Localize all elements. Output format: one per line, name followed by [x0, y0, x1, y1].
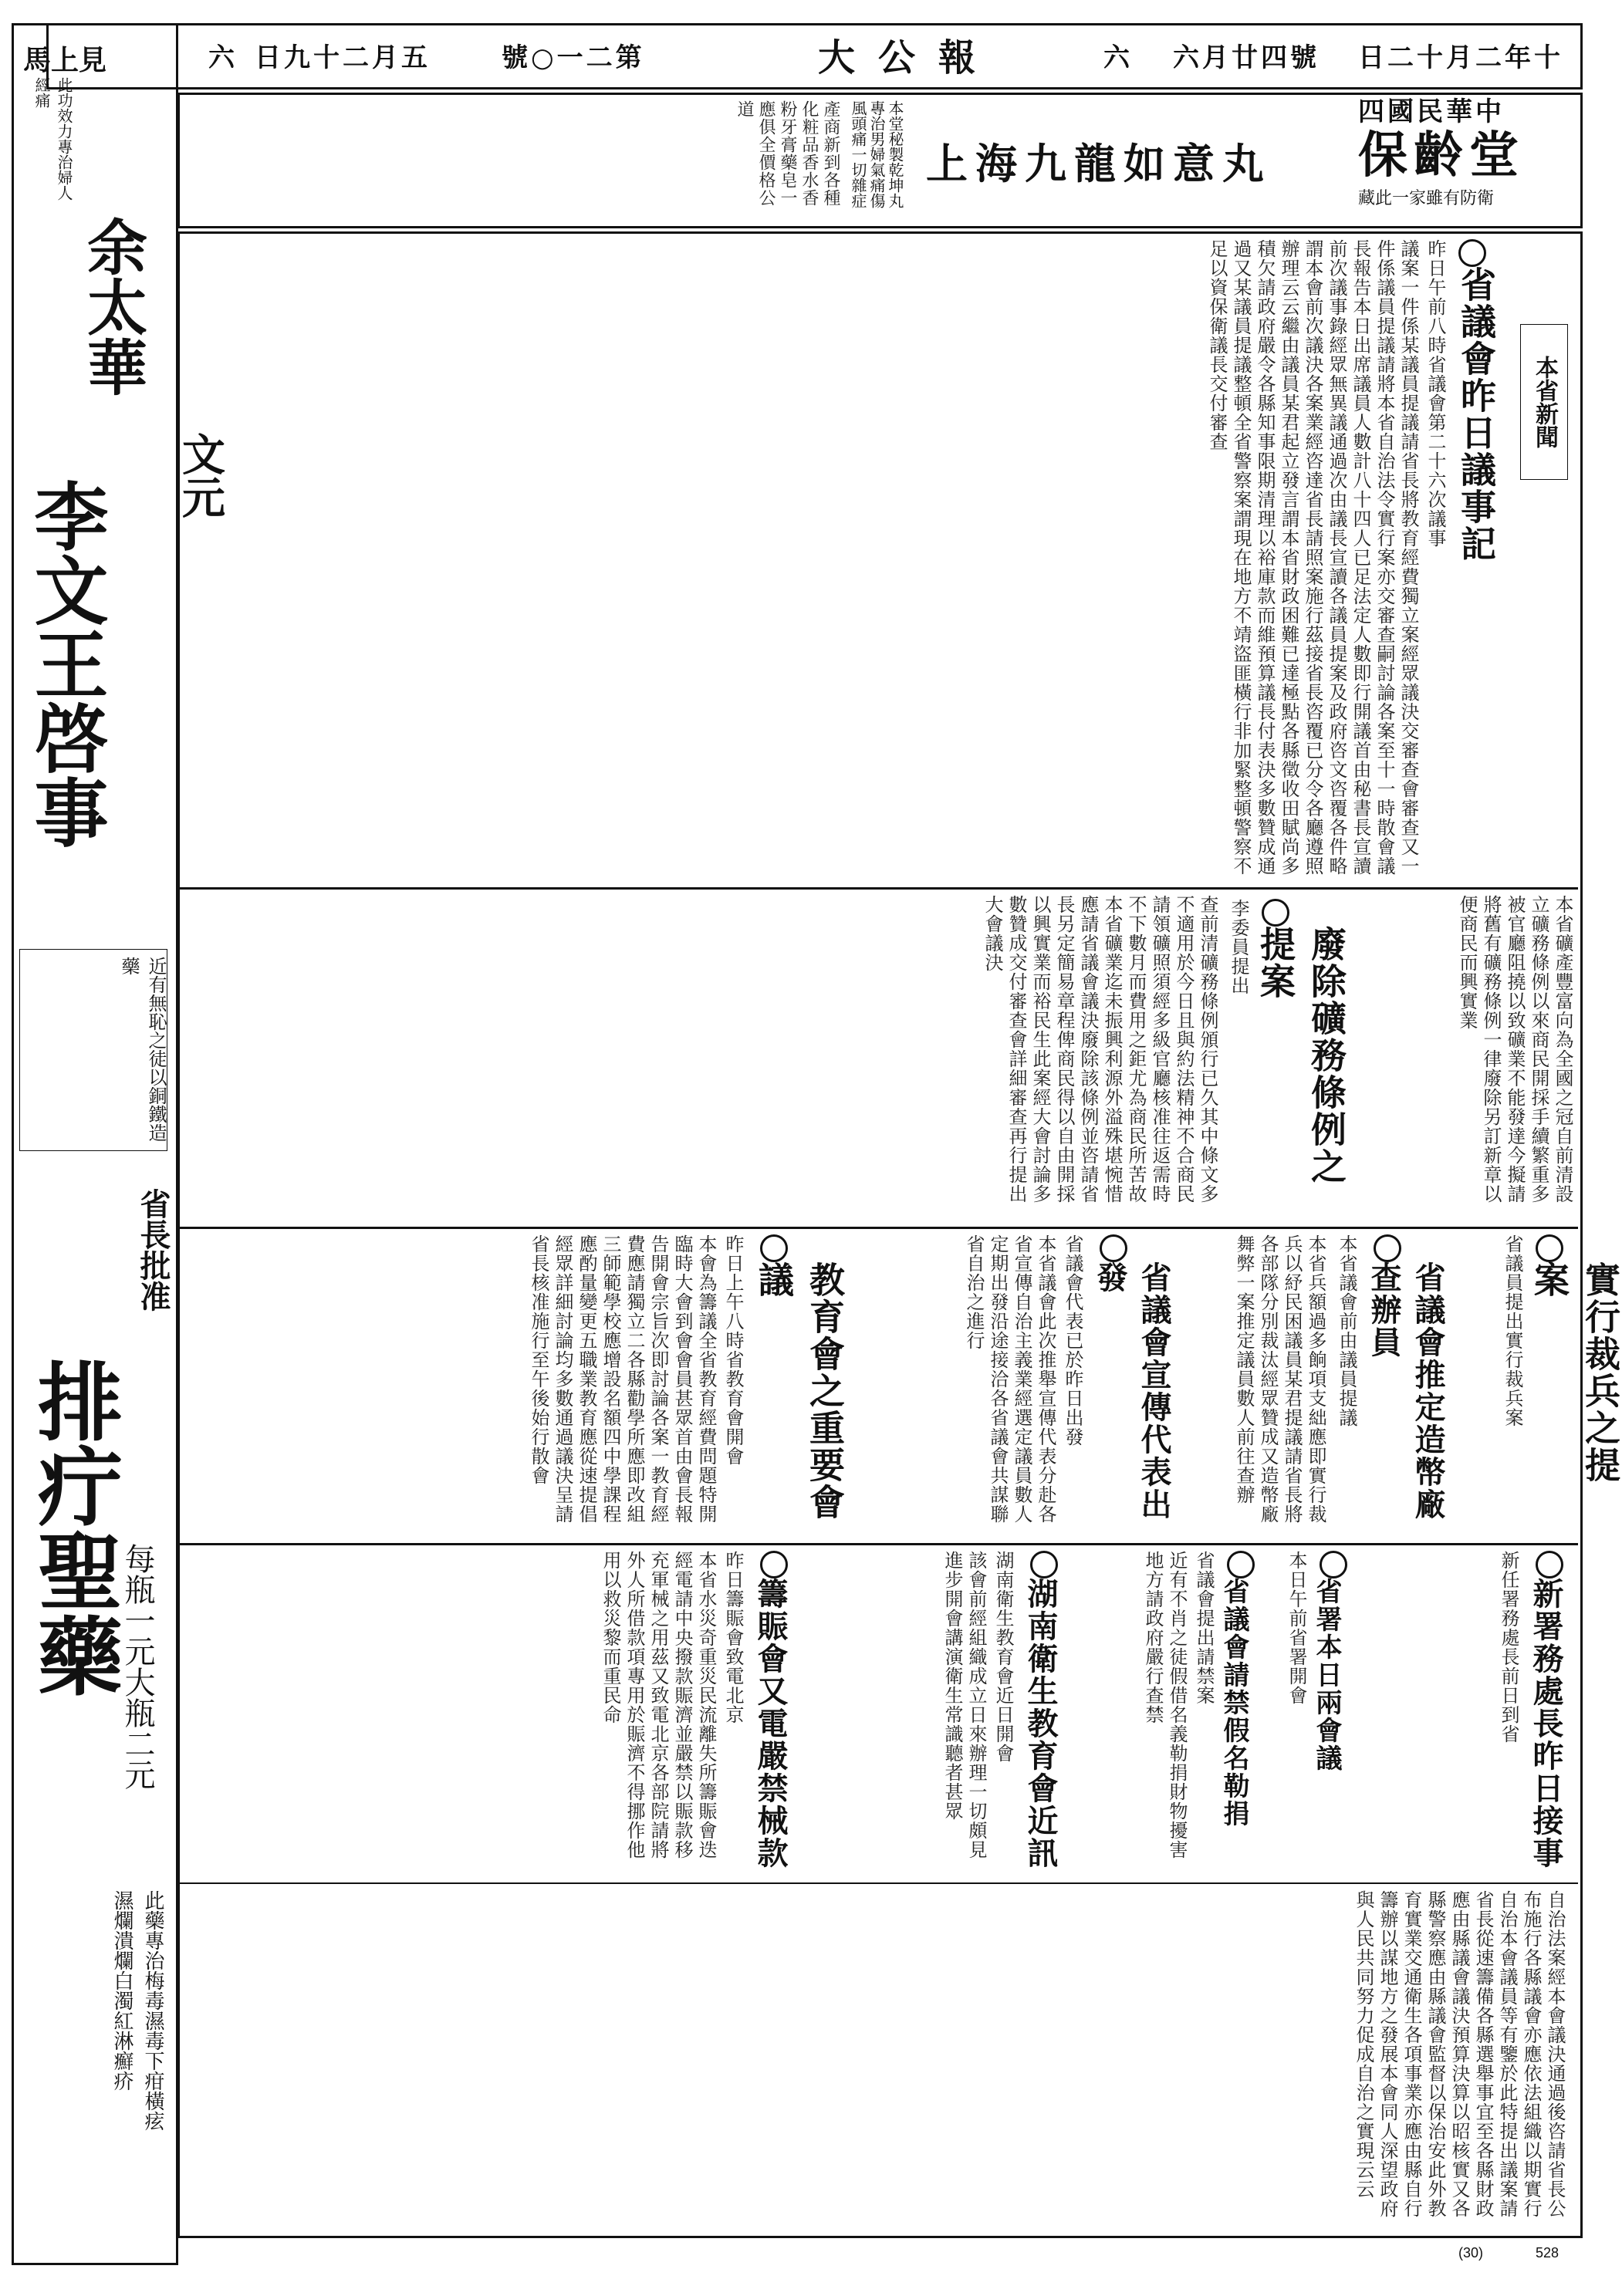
article-2-body: 查前清礦務條例頒行已久其中條文多不適用於今日且與約法精神不合商民請領礦照須經多級官廳核准往返需時不下數月而費用之鉅尤為商民所苦故本省礦業迄未振興利源外溢殊堪惋惜應請省議會議決廢除該條例並咨請省長另定簡易章程俾商民得以自由開採以興實業而裕民生此案經大會討論多數贊成交付審查會詳細審查再行提出大會議決: [982, 895, 1218, 1204]
left-ad-approval: 省長批准: [135, 1188, 171, 1312]
article-4-lead: 本省議會前由議員提議: [1336, 1234, 1357, 1427]
left-ad-notice-text: 近有無恥之徒以銅鐵造藥: [118, 957, 167, 1142]
article-7-marker-icon: [1030, 1551, 1058, 1582]
ad-tagline: 藏此一家雖有防衛: [1358, 189, 1495, 208]
ad-left-text: 產商新到各種化粧品香水香粉牙膏藥皂一應俱全價格公道: [735, 100, 840, 207]
masthead-right-date: 日二十月二年十四國民華中: [1358, 42, 1563, 127]
left-ad-header-sub: 此功效力專治婦人經痛: [32, 77, 73, 201]
article-6-title: 教育會之重要會議: [753, 1261, 846, 1521]
article-10-title: 省署本日兩會議: [1311, 1578, 1342, 1772]
local-news-label: 本省新聞: [1520, 324, 1568, 480]
masthead-left-date: 日九十二月五: [255, 42, 431, 73]
article-6-marker-icon: [760, 1234, 788, 1265]
masthead-date-line: 六月廿四號: [1173, 42, 1320, 73]
article-3-lead: 省議員提出實行裁兵案: [1502, 1234, 1523, 1427]
article-7-body: 該會前經組織成立日來辦理一切頗見進步開會講演衛生常識聽者甚眾: [941, 1551, 987, 1859]
article-3-4-body: 本省兵額過多餉項支絀應即實行裁兵以紓民困議員某君提議請省長將各部隊分別裁汰經眾贊成又造幣廠舞弊一案推定議員數人前往查辦: [1233, 1234, 1326, 1524]
article-5-marker-icon: [1100, 1234, 1127, 1265]
row-divider-4: [177, 1882, 1578, 1884]
ad-item: 上海九龍如意丸: [926, 139, 1272, 188]
article-9-marker-icon: [1536, 1551, 1563, 1582]
article-2-body-right: 本省礦產豐富向為全國之冠自前清設立礦務條例以來商民開採手續繁重多被官廳阻撓以致礦業不能發達今擬請將舊有礦務條例一律廢除另訂新章以便商民而興實業: [1456, 895, 1573, 1204]
row-divider-1: [177, 887, 1578, 890]
article-9-title: 新署務處長昨日接事: [1528, 1578, 1564, 1869]
left-ad-header: 馬上見: [23, 44, 107, 76]
article-2-marker-icon: [1262, 899, 1289, 930]
row-divider-3: [177, 1543, 1578, 1545]
ad-note: 本堂秘製乾坤丸專治男婦氣痛傷風頭痛一切雜症: [849, 100, 904, 208]
left-ad-price: 每瓶一元大瓶二元: [120, 1543, 155, 1790]
masthead-prefix: 六: [208, 42, 238, 73]
article-1-marker-icon: [1458, 239, 1486, 270]
article-11-title: 省議會請禁假名勒捐: [1218, 1578, 1249, 1828]
left-ad-bottom-sub: 濕爛潰爛白濁紅淋癬疥: [110, 1890, 133, 2091]
footer-number: 528: [1536, 2245, 1559, 2261]
left-ad-bottom: 此藥專治梅毒濕毒下疳橫痃: [141, 1890, 164, 2131]
left-ad-product: 排疔聖藥: [24, 1358, 123, 1697]
article-3-title: 實行裁兵之提案: [1529, 1261, 1621, 1484]
article-8-title: 籌賑會又電嚴禁械款: [752, 1578, 789, 1869]
article-2-lead: 李委員提出: [1228, 899, 1249, 995]
left-ad-brand-top: 余太華: [77, 216, 147, 397]
article-4-marker-icon: [1374, 1234, 1401, 1265]
bottom-strip-body: 自治法案經本會議決通過後咨請省長公布施行各縣議會亦應依法組織以期實行自治本會議員等有鑒於此特提出議案請省長從速籌備各縣選舉事宜至各縣財政應由縣議會議決預算決算以昭核實又各縣警察應由縣議會監督以保治安此外教育實業交通衛生各項事業亦應由縣自行籌辦以謀地方之發展本會同人深望政府與人民共同努力促成自治之實現云云: [1353, 1890, 1566, 2218]
article-5-lead: 省議會代表已於昨日出發: [1062, 1234, 1083, 1447]
article-1-body: 議案一件係某議員提議請省長將教育經費獨立案經眾議決交審查會審查又一件係議員提議請將本省自治法令實行案亦交審查嗣討論各案至十一時散會議長報告本日出席議員人數計八十四人已足法定人數即行開議首由秘書長宣讀前次議事錄經眾無異議通過次由議長宣讀各議員提案及政府咨文咨覆各件略謂本會前次議決各案業經咨達省長請照案施行茲接省長咨覆已分令各廳遵照辦理云云繼由議員某君起立發言謂本省財政困難已達極點各縣徵收田賦尚多積欠請政府嚴令各縣知事限期清理以裕庫款而維預算議長付表決多數贊成通過又某議員提議整頓全省警察案謂現在地方不靖盜匪橫行非加緊整頓警察不足以資保衛議長交付審查: [1206, 239, 1419, 876]
article-5-body: 本省議會此次推舉宣傳代表分赴各省宣傳自治主義業經選定議員數人定期出發沿途接洽各省議會共謀聯省自治之進行: [963, 1234, 1056, 1524]
article-9-lead: 新任署務處長前日到省: [1498, 1551, 1519, 1744]
article-10-marker-icon: [1320, 1551, 1347, 1582]
article-8-lead: 昨日籌賑會致電北京: [722, 1551, 744, 1724]
article-1-lead: 昨日午前八時省議會第二十六次議事: [1424, 239, 1446, 548]
article-8-body: 本省水災奇重災民流離失所籌賑會迭經電請中央撥款賑濟並嚴禁以賑款移充軍械之用茲又致電北京各部院請將外人所借款項專用於賑濟不得挪作他用以救災黎而重民命: [600, 1551, 717, 1859]
footer-page-ref: (30): [1458, 2245, 1484, 2261]
article-11-lead: 省議會提出請禁案: [1193, 1551, 1215, 1705]
left-ad-brand-product: 文元: [175, 432, 226, 518]
article-3-marker-icon: [1536, 1234, 1563, 1265]
article-5-title: 省議會宣傳代表出發: [1092, 1261, 1172, 1521]
article-4-title: 省議會推定造幣廠查辦員: [1366, 1261, 1446, 1521]
article-2-title: 廢除礦務條例之提案: [1255, 926, 1347, 1185]
masthead-issue-number: 號○一二第: [502, 42, 645, 73]
row-divider-2: [177, 1227, 1578, 1229]
article-7-title: 湖南衛生教育會近訊: [1022, 1578, 1059, 1869]
masthead-paper-name: 大公報: [818, 36, 999, 79]
left-ad-brand-name: 李文王啓事: [22, 478, 110, 849]
article-8-marker-icon: [760, 1551, 788, 1582]
article-10-lead: 本日午前省署開會: [1286, 1551, 1307, 1705]
masthead-page-label: 六: [1103, 42, 1133, 73]
article-7-lead: 湖南衛生教育會近日開會: [992, 1551, 1014, 1763]
article-6-body: 本會為籌議全省教育經費問題特開臨時大會到會會員甚眾首由會長報告開會宗旨次即討論各案一教育經費應請獨立二各縣勸學所應即改組三師範學校應增設名額四中學課程應酌量變更五職業教育應從速提倡經眾詳細討論均多數通過議決呈請省長核准施行至午後始行散會: [528, 1234, 717, 1524]
article-6-lead: 昨日上午八時省教育會開會: [722, 1234, 744, 1466]
article-11-marker-icon: [1227, 1551, 1255, 1582]
ad-brand-name: 保齡堂: [1358, 127, 1525, 184]
article-9-11-body: 近有不肖之徒假借名義勒捐財物擾害地方請政府嚴行查禁: [1142, 1551, 1188, 1859]
article-1-title: 省議會昨日議事記: [1455, 266, 1497, 562]
